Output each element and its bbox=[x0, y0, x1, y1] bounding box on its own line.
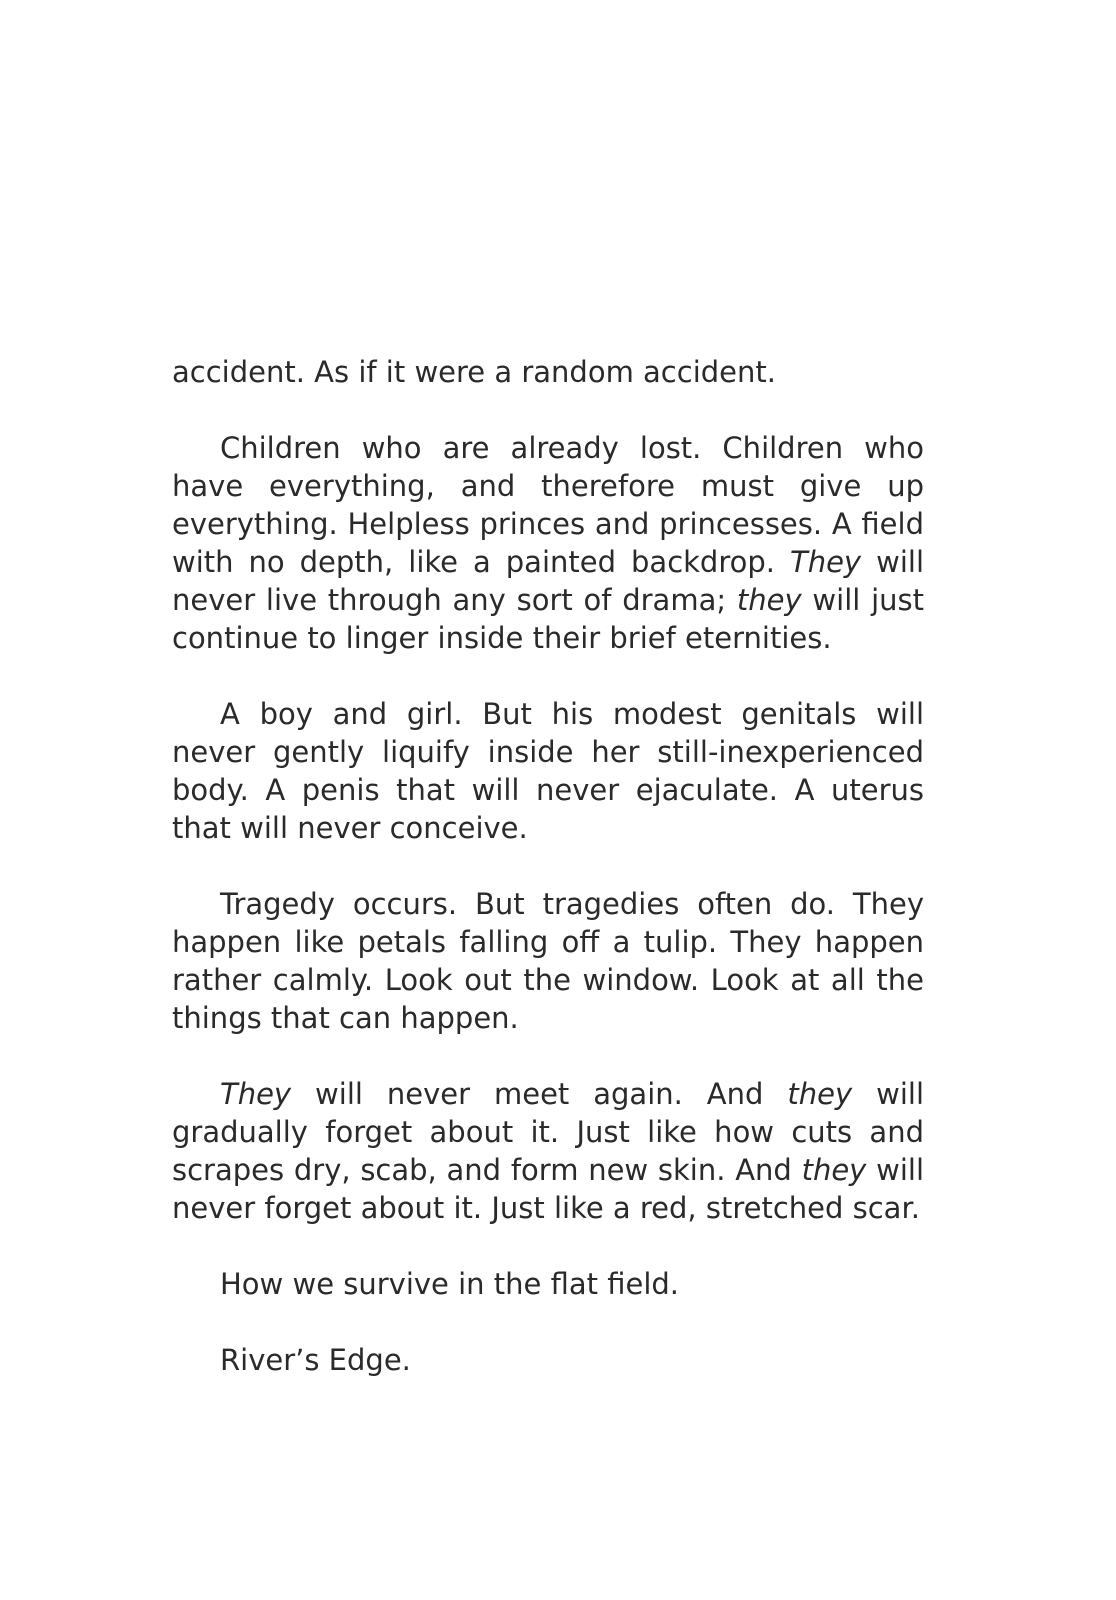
paragraph-3 bbox=[172, 695, 924, 847]
italic-emphasis: they bbox=[801, 1153, 867, 1187]
text-segment: Children who are already lost. Children who have everything, and therefore must give up everything. Helpless princes and princesses. A field with no depth, like a painted backdrop. bbox=[172, 431, 924, 579]
text-segment: How we survive in the flat field. bbox=[220, 1267, 680, 1301]
italic-emphasis: They bbox=[220, 1077, 292, 1111]
text-segment: will never meet again. And bbox=[291, 1077, 788, 1111]
italic-emphasis: they bbox=[736, 583, 802, 617]
italic-emphasis: they bbox=[787, 1077, 853, 1111]
paragraph-4 bbox=[172, 885, 924, 1037]
text-segment: will gradually forget about it. Just like how cuts and scrapes dry, scab, and form new skin. And bbox=[172, 1077, 924, 1187]
text-segment: Tragedy occurs. But tragedies often do. They happen like petals falling off a tulip. They happen rather calmly. Look out the window. Look at all the things that can happen. bbox=[172, 887, 924, 1035]
text-segment: A boy and girl. But his modest genitals will never gently liquify inside her still-inexperienced body. A penis that will never ejaculate. A uterus that will never conceive. bbox=[172, 697, 924, 845]
text-segment: accident. As if it were a random accident. bbox=[172, 355, 776, 389]
paragraph-1 bbox=[172, 353, 924, 391]
paragraph-5 bbox=[172, 1075, 924, 1227]
paragraph-6 bbox=[172, 1265, 924, 1303]
text-segment: will just continue to linger inside their brief eternities. bbox=[172, 583, 924, 655]
paragraph-7 bbox=[172, 1341, 924, 1379]
text-segment: River’s Edge. bbox=[220, 1343, 411, 1377]
italic-emphasis: They bbox=[790, 545, 862, 579]
paragraph-2 bbox=[172, 429, 924, 657]
text-segment: will never forget about it. Just like a red, stretched scar. bbox=[172, 1153, 925, 1225]
body-text bbox=[172, 353, 924, 1417]
text-segment: will never live through any sort of drama; bbox=[172, 545, 925, 617]
